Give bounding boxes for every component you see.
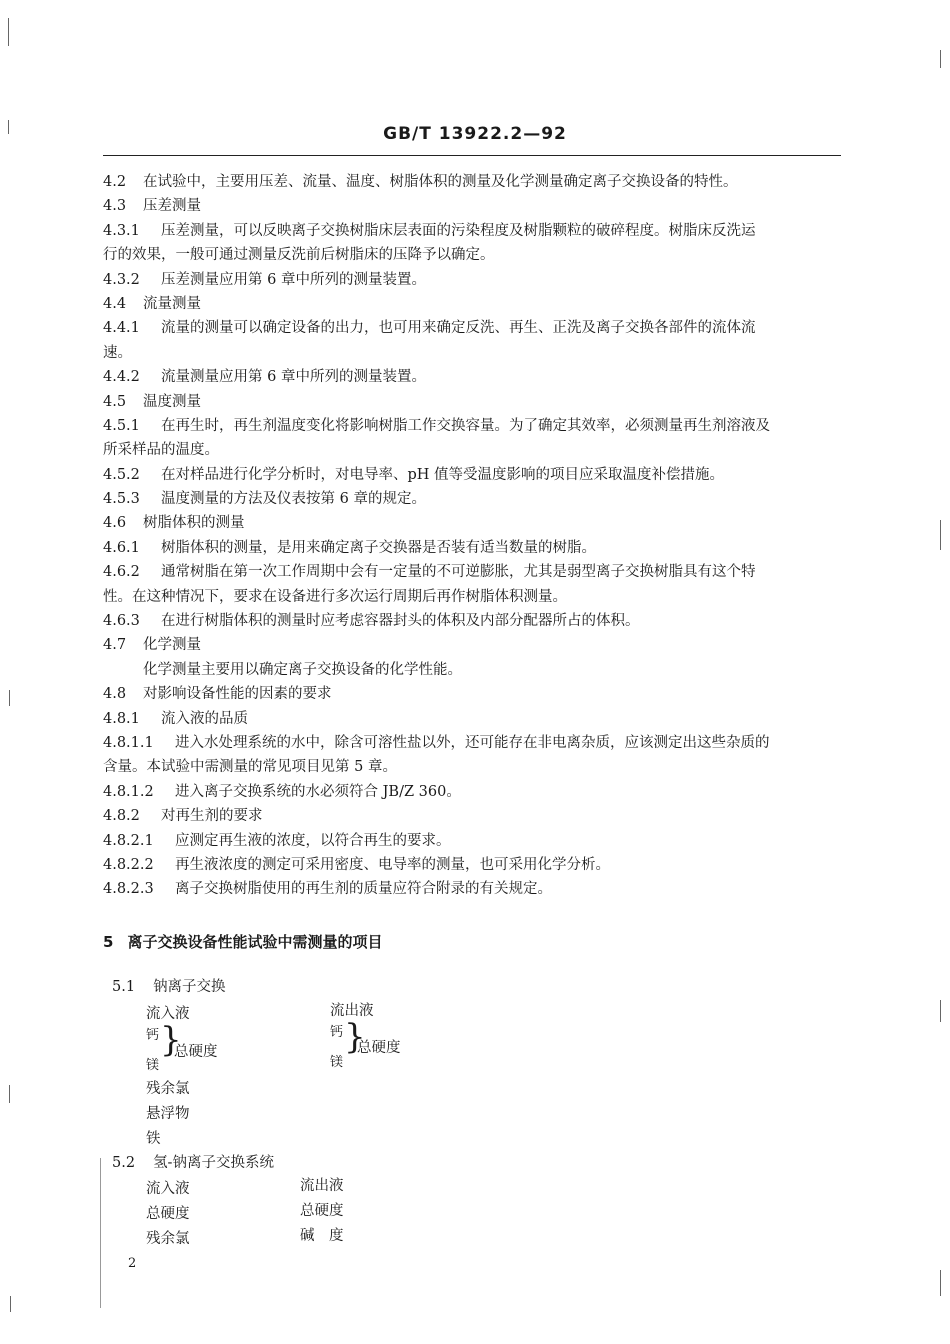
s51-inflow-brace: } xyxy=(160,1020,182,1060)
clause-line xyxy=(103,292,841,316)
clause-line xyxy=(103,755,841,779)
clause-line xyxy=(103,731,841,755)
clause-text: 性。在这种情况下，要求在设备进行多次运行周期后再作树脂体积测量。 xyxy=(103,588,567,605)
s51-outflow-magnesium: 镁 xyxy=(330,1055,344,1070)
clause-5-2-number: 5.2 xyxy=(112,1155,136,1171)
clause-text: 温度测量 xyxy=(143,393,201,410)
s51-inflow-magnesium: 镁 xyxy=(146,1058,160,1073)
clause-number: 4.8.2.2 xyxy=(103,856,154,873)
clause-text: 压差测量 xyxy=(143,198,201,215)
clause-line xyxy=(103,877,841,901)
clause-text: 树脂体积的测量 xyxy=(143,515,245,532)
s52-outflow-2: 碱 度 xyxy=(300,1228,344,1244)
clause-number: 4.8.2.3 xyxy=(103,881,154,898)
clause-list xyxy=(103,170,841,902)
clause-number: 4.5 xyxy=(103,393,127,410)
s51-outflow-brace: } xyxy=(344,1017,366,1057)
clause-number: 4.8.1.2 xyxy=(103,783,154,800)
clause-text: 流量的测量可以确定设备的出力，也可用来确定反洗、再生、正洗及离子交换各部件的流体流 xyxy=(161,320,756,337)
clause-number: 4.8.1 xyxy=(103,710,140,727)
s51-inflow-item-2: 铁 xyxy=(146,1131,161,1147)
clause-number: 4.3.1 xyxy=(103,222,140,239)
clause-5-1-heading xyxy=(112,975,226,996)
scan-mark xyxy=(9,1085,10,1103)
clause-number: 4.4.1 xyxy=(103,320,140,337)
clause-5-2-heading xyxy=(112,1151,274,1172)
s52-inflow-1: 总硬度 xyxy=(146,1206,190,1222)
s51-inflow-item-0: 残余氯 xyxy=(146,1081,190,1097)
clause-line xyxy=(103,194,841,218)
clause-number: 4.3.2 xyxy=(103,271,140,288)
clause-text: 行的效果，一般可通过测量反洗前后树脂床的压降予以确定。 xyxy=(103,247,495,264)
scan-mark xyxy=(940,1270,941,1296)
clause-line xyxy=(103,682,841,706)
s51-outflow-label: 流出液 xyxy=(330,1003,374,1019)
clause-5-2-title: 氢-钠离子交换系统 xyxy=(153,1155,274,1171)
clause-number: 4.8.2 xyxy=(103,808,140,825)
clause-line xyxy=(103,219,841,243)
clause-text: 在试验中，主要用压差、流量、温度、树脂体积的测量及化学测量确定离子交换设备的特性。 xyxy=(143,174,738,190)
clause-line xyxy=(103,390,841,414)
clause-line xyxy=(103,414,841,438)
clause-text: 流入液的品质 xyxy=(161,710,248,727)
section-5-title: 离子交换设备性能试验中需测量的项目 xyxy=(127,933,383,951)
clause-number: 4.6.1 xyxy=(103,539,140,556)
clause-text: 所采样品的温度。 xyxy=(103,442,219,459)
scan-mark xyxy=(8,18,9,46)
s51-inflow-label: 流入液 xyxy=(146,1006,190,1022)
clause-line xyxy=(103,853,841,877)
clause-text: 在进行树脂体积的测量时应考虑容器封头的体积及内部分配器所占的体积。 xyxy=(161,613,640,630)
clause-line xyxy=(103,804,841,828)
clause-number: 4.4.2 xyxy=(103,369,140,386)
clause-5-1-title: 钠离子交换 xyxy=(153,979,226,995)
clause-line xyxy=(103,365,841,389)
clause-line xyxy=(103,463,841,487)
clause-text: 温度测量的方法及仪表按第 6 章的规定。 xyxy=(161,491,426,508)
clause-line xyxy=(103,609,841,633)
page-number: 2 xyxy=(128,1256,137,1271)
clause-number: 4.5.1 xyxy=(103,417,140,434)
s51-inflow-total-hardness: 总硬度 xyxy=(174,1044,218,1060)
clause-text: 化学测量主要用以确定离子交换设备的化学性能。 xyxy=(143,661,462,678)
clause-number: 4.6.2 xyxy=(103,564,140,581)
clause-text: 在再生时，再生剂温度变化将影响树脂工作交换容量。为了确定其效率，必须测量再生剂溶液及 xyxy=(161,417,770,434)
clause-number: 4.6.3 xyxy=(103,613,140,630)
s52-outflow-0: 流出液 xyxy=(300,1178,344,1194)
clause-text: 在对样品进行化学分析时，对电导率、pH 值等受温度影响的项目应采取温度补偿措施。 xyxy=(161,466,725,483)
clause-line xyxy=(103,707,841,731)
scan-mark xyxy=(940,1000,941,1022)
clause-number: 4.8 xyxy=(103,686,127,703)
scan-mark xyxy=(9,690,10,706)
clause-5-1-number: 5.1 xyxy=(112,979,136,995)
clause-text: 流量测量应用第 6 章中所列的测量装置。 xyxy=(161,369,426,386)
clause-text: 含量。本试验中需测量的常见项目见第 5 章。 xyxy=(103,759,397,776)
clause-text: 化学测量 xyxy=(143,637,201,654)
scan-mark xyxy=(940,520,941,550)
clause-line xyxy=(103,170,841,194)
scan-mark xyxy=(940,50,941,68)
clause-text: 进入离子交换系统的水必须符合 JB/Z 360。 xyxy=(175,783,461,800)
clause-line xyxy=(103,658,841,682)
clause-number: 4.4 xyxy=(103,295,127,312)
clause-text: 离子交换树脂使用的再生剂的质量应符合附录的有关规定。 xyxy=(175,881,552,898)
clause-line xyxy=(103,268,841,292)
clause-line xyxy=(103,487,841,511)
scan-mark xyxy=(8,120,9,134)
clause-number: 4.5.3 xyxy=(103,491,140,508)
clause-line xyxy=(103,560,841,584)
section-5-heading xyxy=(103,931,382,952)
clause-text: 流量测量 xyxy=(143,295,201,312)
clause-number: 4.5.2 xyxy=(103,466,140,483)
clause-text: 应测定再生液的浓度，以符合再生的要求。 xyxy=(175,832,451,849)
clause-line xyxy=(103,341,841,365)
clause-line xyxy=(103,316,841,340)
clause-line xyxy=(103,438,841,462)
clause-text: 树脂体积的测量，是用来确定离子交换器是否装有适当数量的树脂。 xyxy=(161,539,596,556)
s51-outflow-calcium: 钙 xyxy=(330,1025,344,1040)
s51-outflow-total-hardness: 总硬度 xyxy=(357,1040,401,1056)
clause-line xyxy=(103,585,841,609)
clause-text: 再生液浓度的测定可采用密度、电导率的测量，也可采用化学分析。 xyxy=(175,856,610,873)
clause-line xyxy=(103,829,841,853)
clause-number: 4.8.1.1 xyxy=(103,734,154,751)
section-5-number: 5 xyxy=(103,933,114,951)
clause-text: 压差测量应用第 6 章中所列的测量装置。 xyxy=(161,271,426,288)
clause-line xyxy=(103,780,841,804)
s51-inflow-item-1: 悬浮物 xyxy=(146,1106,190,1122)
s52-outflow-1: 总硬度 xyxy=(300,1203,344,1219)
clause-number: 4.7 xyxy=(103,637,127,654)
clause-number: 4.3 xyxy=(103,198,127,215)
scan-mark xyxy=(10,1296,11,1312)
clause-text: 通常树脂在第一次工作周期中会有一定量的不可逆膨胀，尤其是弱型离子交换树脂具有这个特 xyxy=(161,564,756,581)
scan-mark xyxy=(100,1158,101,1308)
clause-number: 4.8.2.1 xyxy=(103,832,154,849)
s52-inflow-2: 残余氯 xyxy=(146,1231,190,1247)
clause-line xyxy=(103,536,841,560)
clause-number: 4.2 xyxy=(103,174,127,190)
clause-text: 对再生剂的要求 xyxy=(161,808,263,825)
clause-line xyxy=(103,633,841,657)
standard-header: GB/T 13922.2—92 xyxy=(383,124,567,144)
clause-text: 速。 xyxy=(103,344,132,361)
clause-line xyxy=(103,243,841,267)
clause-text: 进入水处理系统的水中，除含可溶性盐以外，还可能存在非电离杂质，应该测定出这些杂质的 xyxy=(175,734,770,751)
clause-text: 压差测量，可以反映离子交换树脂床层表面的污染程度及树脂颗粒的破碎程度。树脂床反洗运 xyxy=(161,222,756,239)
clause-line xyxy=(103,511,841,535)
clause-number: 4.6 xyxy=(103,515,127,532)
s52-inflow-0: 流入液 xyxy=(146,1181,190,1197)
s51-inflow-calcium: 钙 xyxy=(146,1028,160,1043)
header-rule xyxy=(103,155,841,156)
clause-text: 对影响设备性能的因素的要求 xyxy=(143,686,332,703)
